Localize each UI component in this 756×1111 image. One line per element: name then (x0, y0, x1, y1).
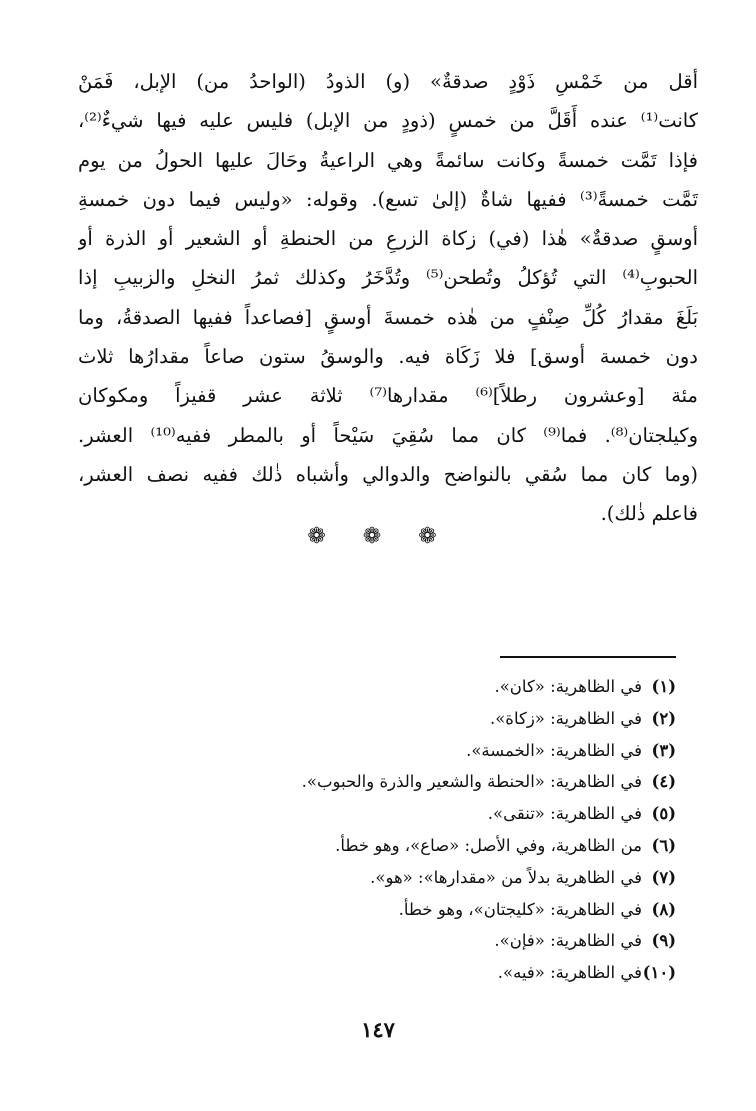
footnote-text: في الظاهرية: «فيه». (497, 963, 642, 983)
footnote-number: (٢) (651, 708, 676, 728)
footnote-number: (٧) (651, 867, 676, 887)
footnote (76, 894, 676, 926)
flower-ornament-icon: ❁ (418, 524, 449, 549)
footnote (76, 671, 676, 703)
text-line: دون خمسة أوسق] فلا زَكَاة فيه. والوسقُ ستون صاعاً مقدارُها ثلاث (78, 345, 698, 369)
footnote-text: في الظاهرية: «فإن». (494, 931, 642, 951)
text-line: (وما كان مما سُقي بالنواضح والدوالي وأشباه ذٰلك ففيه نصف العشر، (78, 462, 698, 486)
flower-ornament-icon: ❁ (307, 524, 338, 549)
footnote-number: (١٠) (642, 963, 676, 983)
footnote-text: في الظاهرية: «تنقى». (487, 804, 642, 824)
footnote (76, 957, 676, 989)
text-line: أوسقٍ صدقةٌ» هٰذا (في) زكاة الزرعِ من الحنطةِ أو الشعير أو الذرة أو (78, 227, 698, 251)
text-line: مئة [وعشرون رطلاً]⁽⁶⁾ مقدارها⁽⁷⁾ ثلاثة عشر قفيزاً ومكوكان (78, 384, 698, 408)
main-text (78, 62, 698, 534)
footnote-text: من الظاهرية، وفي الأصل: «صاع»، وهو خطأ. (335, 835, 642, 855)
footnote (76, 830, 676, 862)
footnote-number: (١) (651, 677, 676, 696)
text-line: بَلَغَ مقدارُ كُلِّ صِنْفٍ من هٰذه خمسةَ أوسقٍ [فصاعداً ففيها الصدقةُ، وما (78, 305, 698, 329)
footnote-text: في الظاهرية: «كان». (494, 677, 642, 696)
footnote-number: (٣) (651, 740, 676, 760)
text-line: كانت⁽¹⁾ عنده أَقَلَّ من خمسٍ (ذودٍ من الإبل) فليس عليه فيها شيءٌ⁽²⁾، (78, 109, 698, 133)
text-line: فاعلم ذٰلك). (600, 502, 698, 526)
footnote-text: في الظاهرية: «كليجتان»، وهو خطأ. (398, 899, 642, 919)
footnote-number: (٦) (651, 835, 676, 855)
footnotes-list (76, 671, 676, 989)
flower-ornament-icon: ❁ (362, 524, 394, 549)
text-line: وكيلجتان⁽⁸⁾. فما⁽⁹⁾ كان مما سُقِيَ سَيْحاً أو بالمطر ففيه⁽¹⁰⁾ العشر. (78, 423, 698, 447)
footnote (76, 735, 676, 767)
footnote-text: في الظاهرية: «الخمسة». (466, 740, 642, 760)
footnote (76, 925, 676, 957)
footnote (76, 766, 676, 798)
footnote-text: في الظاهرية بدلاً من «مقدارها»: «هو». (370, 867, 642, 887)
text-line: أقل من خَمْسِ ذَوْدٍ صدقةٌ» (و) الذودُ (الواحدُ من) الإبل، فَمَنْ (78, 70, 698, 93)
section-divider-ornaments (0, 524, 756, 549)
page-number: ١٤٧ (361, 1017, 395, 1042)
footnote (76, 798, 676, 830)
footnote-text: في الظاهرية: «الحنطة والشعير والذرة والحبوب». (301, 772, 642, 792)
footnote-number: (٤) (651, 772, 676, 792)
footnote-number: (٩) (651, 931, 676, 951)
footnote (76, 703, 676, 735)
footnote-text: في الظاهرية: «زكاة». (489, 708, 642, 728)
text-line: تَمَّت خمسةً⁽³⁾ ففيها شاةٌ (إلىٰ تسع). وقوله: «وليس فيما دون خمسةِ (78, 187, 698, 211)
text-line: الحبوبِ⁽⁴⁾ التي تُؤكلُ وتُطحن⁽⁵⁾ وتُدَّخَرُ وكذلك ثمرُ النخلِ والزبيبِ إذا (78, 266, 698, 290)
text-line: فإذا تَمَّت خمسةً وكانت سائمةً وهي الراعيةُ وحَالَ عليها الحولُ من يوم (78, 148, 698, 172)
footnote-number: (٥) (651, 804, 676, 824)
footnote-number: (٨) (651, 899, 676, 919)
footnote-separator (500, 656, 676, 658)
footnote (76, 862, 676, 894)
